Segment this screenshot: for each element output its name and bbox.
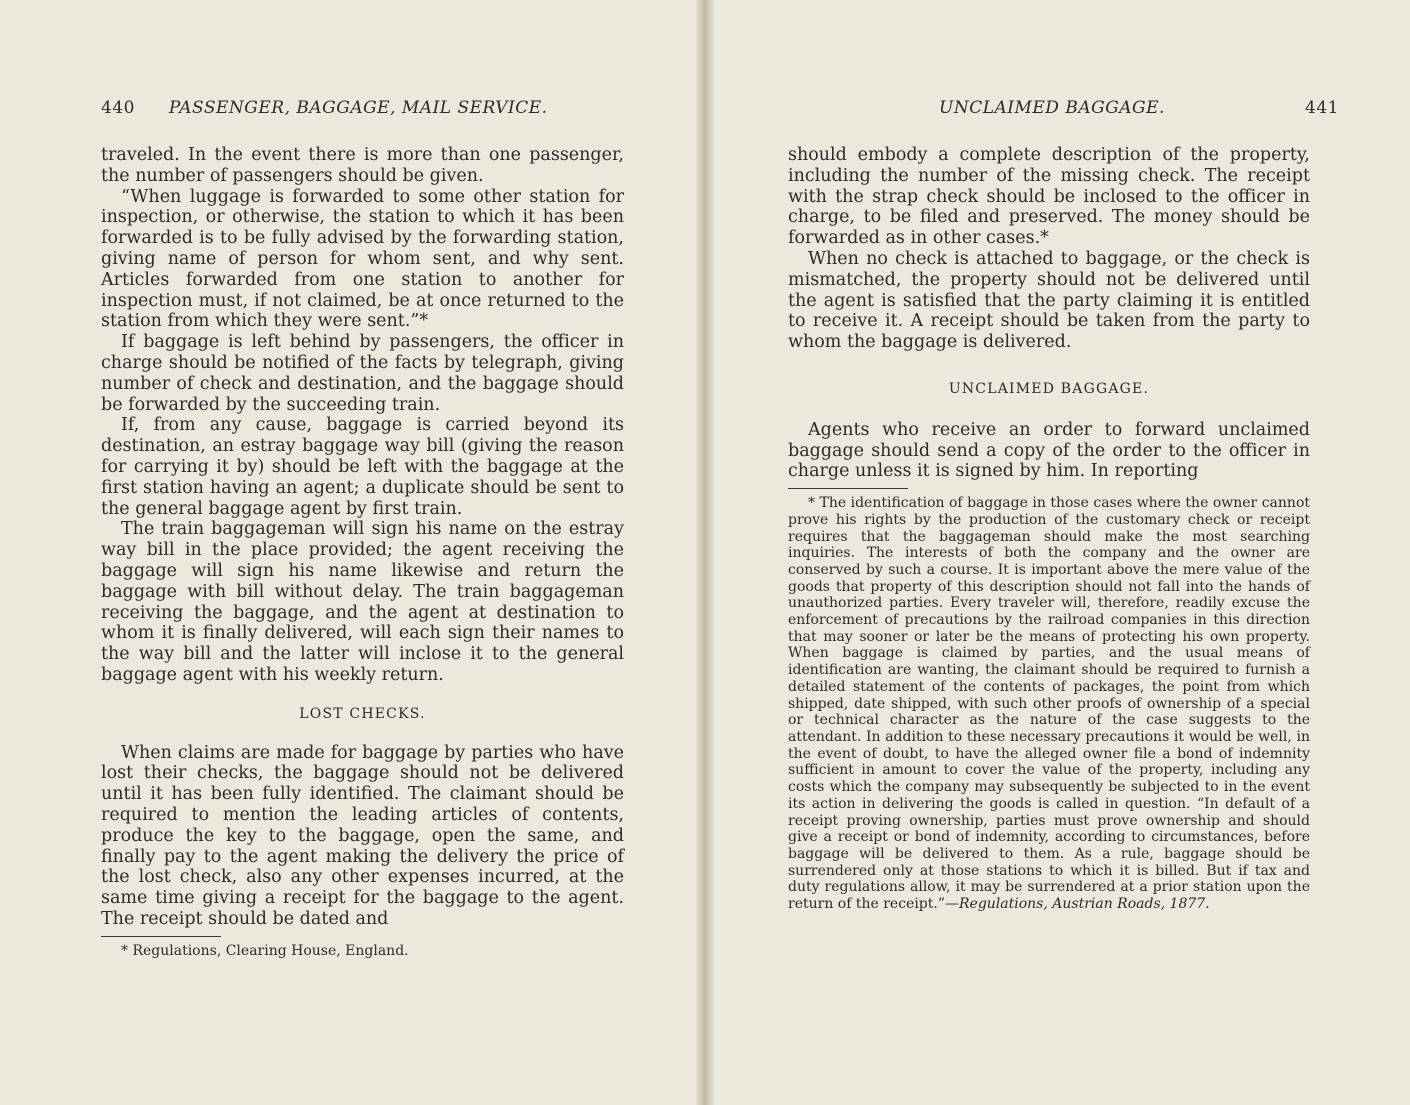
paragraph: The train baggageman will sign his name on the estray way bill in the place provided; the agent receiving the baggage will sign his name likewise and return the baggage with bill without delay. The train baggageman receiving the baggage, and the agent at destination to whom it is finally delivered, will each sign their names to the way bill and the latter will inclose it to the general baggage agent with his weekly return.	[101, 519, 624, 685]
right-text-column	[788, 145, 1310, 913]
paragraph: “When luggage is forwarded to some other station for inspection, or otherwise, the station to which it has been forwarded is to be fully advised by the forwarding station, giving name of person for whom sent, and why sent. Articles forwarded from one station to another for inspection must, if not claimed, be at once returned to the station from which they were sent.”*	[101, 186, 624, 332]
left-page	[0, 0, 704, 1105]
left-running-title: PASSENGER, BAGGAGE, MAIL SERVICE.	[168, 98, 548, 118]
footnote-text: * Regulations, Clearing House, England.	[121, 942, 409, 959]
footnote-rule	[101, 936, 221, 937]
left-page-header	[101, 98, 548, 118]
paragraph: should embody a complete description of the property, including the number of the missing check. The receipt with the strap check should be inclosed to the officer in charge, to be filed and preserved. The money should be forwarded as in other cases.*	[788, 145, 1310, 249]
right-page-number: 441	[1305, 98, 1339, 118]
book-gutter	[696, 0, 714, 1105]
paragraph: When no check is attached to baggage, or the check is mismatched, the property should not be delivered until the agent is satisfied that the party claiming it is entitled to receive it. A receipt should be taken from the party to whom the baggage is delivered.	[788, 248, 1310, 353]
footnote-body: * The identification of baggage in those cases where the owner cannot prove his rights by the production of the customary check or receipt requires that the baggageman should make the most searching inquiries. The interests of both the company and the owner are conserved by such a course. It is important above the mere value of the goods that property of this description should not fall into the hands of unauthorized parties. Every traveler will, therefore, readily excuse the enforcement of precautions by the railroad companies in this direction that may sooner or later be the means of protecting his own property. When baggage is claimed by parties, and the usual means of identification are wanting, the claimant should be required to furnish a detailed statement of the contents of packages, the point from which shipped, date shipped, with such other proofs of ownership of a special or technical character as the nature of the case suggests to the attendant. In addition to these necessary precautions it would be well, in the event of doubt, to have the alleged owner file a bond of indemnity sufficient in amount to cover the value of the property, including any costs which the company may subsequently be subjected to in the event its action in delivering the goods is called in question. “In default of a receipt proving ownership, parties must prove ownership and should give a receipt or bond of indemnity, according to circumstances, before baggage will be delivered to them. As a rule, baggage should be surrendered only at those stations to which it is billed. But if tax and duty regulations allow, it may be surrendered at a prior station upon the return of the receipt.”—	[788, 495, 1310, 913]
right-page	[706, 0, 1410, 1105]
footnote-text	[788, 495, 1310, 913]
paragraph: If baggage is left behind by passengers, the officer in charge should be notified of the facts by telegraph, giving number of check and destination, and the baggage should be forwarded by the succeeding train.	[101, 332, 624, 415]
footnote-rule	[788, 488, 908, 489]
section-heading-unclaimed-baggage: UNCLAIMED BAGGAGE.	[948, 380, 1150, 397]
paragraph: If, from any cause, baggage is carried beyond its destination, an estray baggage way bill (giving the reason for carrying it by) should be left with the baggage at the first station having an agent; a duplicate should be sent to the general baggage agent by first train.	[101, 415, 624, 519]
section-heading-lost-checks: LOST CHECKS.	[299, 705, 426, 722]
right-footnote	[788, 495, 1310, 913]
footnote-source: Regulations, Austrian Roads, 1877.	[959, 896, 1210, 913]
left-footnote	[101, 943, 624, 960]
paragraph: When claims are made for baggage by parties who have lost their checks, the baggage should not be delivered until it has been fully identified. The claimant should be required to mention the leading articles of contents, produce the key to the baggage, open the same, and finally pay to the agent making the delivery the price of the lost check, also any other expenses incurred, at the same time giving a receipt for the baggage to the agent. The receipt should be dated and	[101, 742, 624, 929]
paragraph: Agents who receive an order to forward unclaimed baggage should send a copy of the order to the officer in charge unless it is signed by him. In reporting	[788, 419, 1310, 482]
right-page-header	[939, 98, 1339, 118]
paragraph: traveled. In the event there is more than one passenger, the number of passengers should be given.	[101, 145, 624, 186]
left-page-number: 440	[101, 98, 135, 118]
right-running-title: UNCLAIMED BAGGAGE.	[939, 98, 1165, 118]
left-text-column	[101, 145, 624, 959]
